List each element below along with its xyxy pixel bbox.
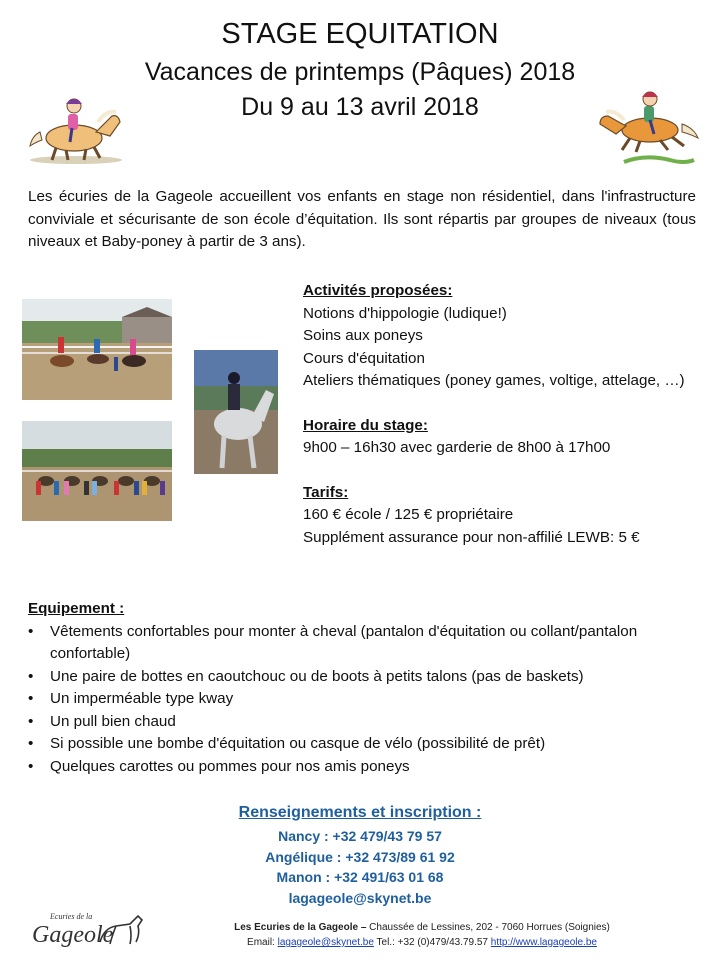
contact-email: lagageole@skynet.be [288,890,432,906]
bullet-icon: • [28,667,34,685]
footer [212,920,632,950]
equipment-item-text: Une paire de bottes en caoutchouc ou de boots à petits talons (pas de baskets) [50,667,584,685]
equipment-list [28,621,708,779]
footer-address-line [212,920,632,935]
equipment-item-text: Vêtements confortables pour monter à cheval (pantalon d'équitation ou collant/pantalon confortable) [50,622,638,662]
activity-item: Cours d'équitation [303,349,425,367]
contact-nancy: Nancy : +32 479/43 79 57 [278,828,442,844]
equipment-item-text: Un pull bien chaud [50,712,176,730]
info-block [303,280,703,549]
activity-item: Ateliers thématiques (poney games, voltige, attelage, …) [303,372,685,389]
equipment-section [28,598,708,778]
equipment-item-text: Un imperméable type kway [50,690,234,707]
photo-group-riders [22,421,172,521]
footer-tel: Tel.: +32 (0)479/43.79.57 [373,937,491,948]
list-item [28,666,708,689]
contact-angelique: Angélique : +32 473/89 61 92 [265,849,455,865]
bullet-icon: • [28,622,34,640]
page-title: STAGE EQUITATION [221,18,499,50]
footer-website-link[interactable]: http://www.lagageole.be [490,937,597,948]
bullet-icon: • [28,690,34,707]
pony-rider-cartoon-right [594,90,700,170]
logo-small-text: Ecuries de la [50,912,93,921]
list-item [28,621,708,666]
activity-item: Notions d'hippologie (ludique!) [303,304,507,322]
activity-item: Soins aux poneys [303,327,423,344]
contact-heading: Renseignements et inscription : [238,804,482,821]
list-item [28,756,708,779]
footer-email-label: Email: [247,937,278,948]
prices-heading: Tarifs: [303,483,349,501]
equipment-item-text: Si possible une bombe d'équitation ou casque de vélo (possibilité de prêt) [50,735,546,752]
insurance-line: Supplément assurance pour non-affilié LEWB: 5 € [303,528,640,546]
intro-paragraph: Les écuries de la Gageole accueillent vos enfants en stage non résidentiel, dans l'infrastructure conviviale et sécurisante de son école d’équitation. Ils sont répartis par groupes de niveaux (tous niveaux et Baby-poney à partir de 3 ans). [28,188,696,250]
list-item [28,733,708,756]
photo-arena-riders [22,299,172,400]
page-subtitle: Vacances de printemps (Pâques) 2018 [144,58,576,86]
gageole-logo [30,910,150,956]
schedule-text: 9h00 – 16h30 avec garderie de 8h00 à 17h00 [303,439,611,456]
list-item [28,711,708,734]
page-dates: Du 9 au 13 avril 2018 [241,93,479,121]
list-item [28,688,708,711]
footer-email-link[interactable]: lagageole@skynet.be [277,937,374,948]
activities-heading: Activités proposées: [303,282,453,299]
equipment-item-text: Quelques carottes ou pommes pour nos amis poneys [50,757,410,775]
footer-address: Chaussée de Lessines, 202 - 7060 Horrues (Soignies) [366,922,610,933]
bullet-icon: • [28,735,34,752]
contact-manon: Manon : +32 491/63 01 68 [276,869,444,885]
bullet-icon: • [28,757,34,775]
footer-org: Les Ecuries de la Gageole – [234,922,367,933]
pony-rider-cartoon-left [26,92,126,166]
price-line: 160 € école / 125 € propriétaire [303,506,514,523]
schedule-heading: Horaire du stage: [303,416,428,434]
bullet-icon: • [28,712,34,730]
equipment-heading: Equipement : [28,600,125,617]
footer-contact-line [212,935,632,950]
logo-name: Gageole [32,922,114,948]
photo-grey-horse-rider [194,350,278,474]
